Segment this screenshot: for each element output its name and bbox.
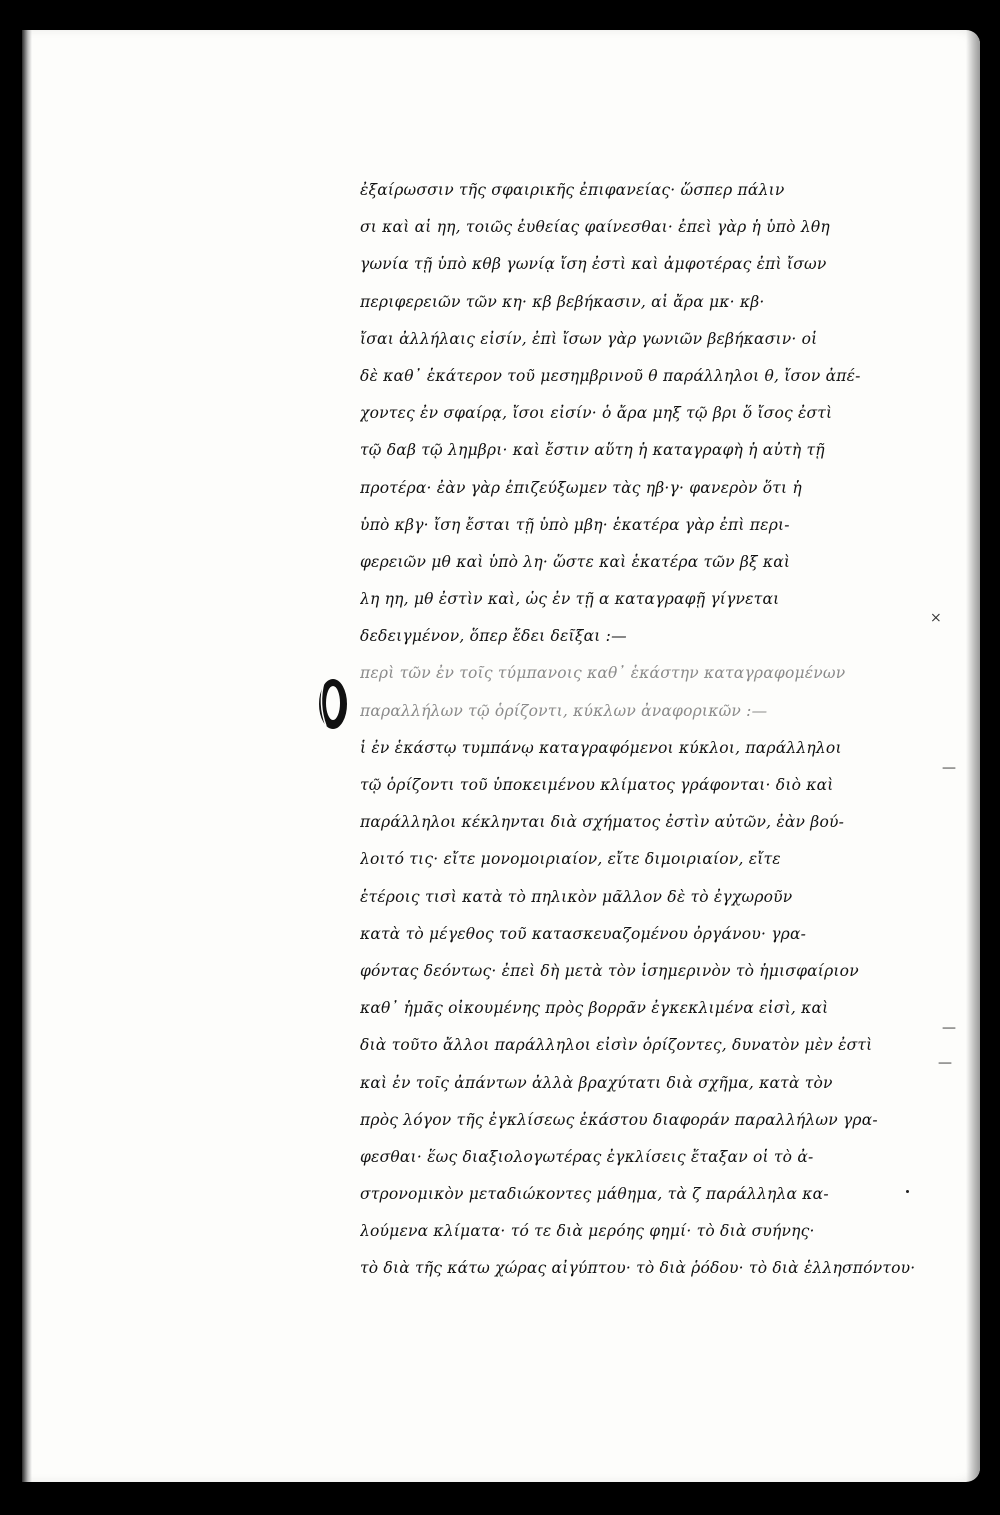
ink-speck: [906, 1190, 909, 1193]
text-line-12: λη ηη, μθ ἐστὶν καὶ, ὡς ἐν τῇ α καταγραφῇ γίγνεται: [360, 590, 780, 609]
text-line-23: καθ᾽ ἡμᾶς οἰκουμένης πρὸς βορρᾶν ἐγκεκλιμένα εἰσὶ, καὶ: [360, 999, 829, 1018]
gutter-shadow: [22, 30, 32, 1482]
text-line-4: περιφερειῶν τῶν κη· κβ βεβήκασιν, αἱ ἄρα μκ· κβ·: [360, 292, 765, 311]
page-edge-shadow: [966, 30, 980, 1482]
text-line-6: δὲ καθ᾽ ἑκάτερον τοῦ μεσημβρινοῦ θ παράλληλοι θ, ἴσον ἀπέ-: [360, 366, 861, 385]
margin-mark-dash-3: —: [938, 1055, 952, 1071]
text-line-11: φερειῶν μθ καὶ ὑπὸ λη· ὥστε καὶ ἑκατέρα τῶν βξ καὶ: [360, 552, 791, 571]
text-line-3: γωνία τῇ ὑπὸ κθβ γωνίᾳ ἴση ἐστὶ καὶ ἀμφοτέρας ἐπὶ ἴσων: [360, 255, 827, 274]
section-heading-line-2: παραλλήλων τῷ ὁρίζοντι, κύκλων ἀναφορικῶν :—: [360, 701, 768, 720]
text-line-18: παράλληλοι κέκληνται διὰ σχήματος ἐστὶν αὐτῶν, ἐὰν βού-: [360, 813, 845, 832]
text-line-16: ἱ ἐν ἑκάστῳ τυμπάνῳ καταγραφόμενοι κύκλοι, παράλληλοι: [360, 738, 842, 757]
text-line-29: λούμενα κλίματα· τό τε διὰ μερόης φημί· τὸ διὰ συήνης·: [360, 1222, 815, 1241]
text-line-24: διὰ τοῦτο ἄλλοι παράλληλοι εἰσὶν ὁρίζοντες, δυνατὸν μὲν ἐστὶ: [360, 1036, 873, 1055]
decorated-initial-letter: [316, 676, 350, 732]
text-line-5: ἴσαι ἀλλήλαις εἰσίν, ἐπὶ ἴσων γὰρ γωνιῶν βεβήκασιν· οἱ: [360, 329, 818, 348]
text-line-19: λοιτό τις· εἴτε μονομοιριαίον, εἴτε διμοιριαίον, εἴτε: [360, 850, 781, 869]
text-line-26: πρὸς λόγον τῆς ἐγκλίσεως ἑκάστου διαφοράν παραλλήλων γρα-: [360, 1110, 878, 1129]
text-line-28: στρονομικὸν μεταδιώκοντες μάθημα, τὰ ζ παράλληλα κα-: [360, 1185, 829, 1204]
manuscript-text: [360, 172, 940, 1288]
margin-mark-dash-2: —: [942, 1020, 956, 1036]
margin-mark-dash-1: —: [942, 760, 956, 776]
text-line-25: καὶ ἐν τοῖς ἀπάντων ἀλλὰ βραχύτατι διὰ σχῆμα, κατὰ τὸν: [360, 1073, 833, 1092]
text-line-27: φεσθαι· ἕως διαξιολογωτέρας ἐγκλίσεις ἔταξαν οἱ τὸ ἀ-: [360, 1147, 814, 1166]
text-line-10: ὑπὸ κβγ· ἴση ἔσται τῇ ὑπὸ μβη· ἑκατέρα γὰρ ἐπὶ περι-: [360, 515, 790, 534]
text-line-2: σι καὶ αἱ ηη, τοιῶς ἐυθείας φαίνεσθαι· ἐπεὶ γὰρ ἡ ὑπὸ λθη: [360, 218, 830, 237]
section-heading-line-1: περὶ τῶν ἐν τοῖς τύμπανοις καθ᾽ ἑκάστην καταγραφομένων: [360, 664, 846, 683]
text-line-21: κατὰ τὸ μέγεθος τοῦ κατασκευαζομένου ὀργάνου· γρα-: [360, 924, 807, 943]
margin-mark-cross: ×: [930, 610, 942, 626]
text-line-20: ἑτέροις τισὶ κατὰ τὸ πηλικὸν μᾶλλον δὲ τὸ ἐγχωροῦν: [360, 887, 793, 906]
text-line-22: φόντας δεόντως· ἐπεὶ δὴ μετὰ τὸν ἰσημερινὸν τὸ ἡμισφαίριον: [360, 961, 859, 980]
text-line-1: ἐξαίρωσσιν τῆς σφαιρικῆς ἐπιφανείας· ὥσπερ πάλιν: [360, 181, 785, 199]
text-line-30: τὸ διὰ τῆς κάτω χώρας αἰγύπτου· τὸ διὰ ῥόδου· τὸ διὰ ἑλλησπόντου·: [360, 1259, 916, 1278]
text-line-7: χοντες ἐν σφαίρᾳ, ἴσοι εἰσίν· ὁ ἄρα μηξ τῷ βρι ὅ ἴσος ἐστὶ: [360, 404, 833, 423]
text-line-8: τῷ δαβ τῷ λημβρι· καὶ ἔστιν αὕτη ἡ καταγραφὴ ἡ αὐτὴ τῇ: [360, 441, 825, 460]
text-line-9: προτέρα· ἐὰν γὰρ ἐπιζεύξωμεν τὰς ηβ·γ· φανερὸν ὅτι ἡ: [360, 478, 802, 497]
text-line-13: δεδειγμένον, ὅπερ ἔδει δεῖξαι :—: [360, 627, 627, 646]
text-line-17: τῷ ὁρίζοντι τοῦ ὑποκειμένου κλίματος γράφονται· διὸ καὶ: [360, 776, 834, 794]
